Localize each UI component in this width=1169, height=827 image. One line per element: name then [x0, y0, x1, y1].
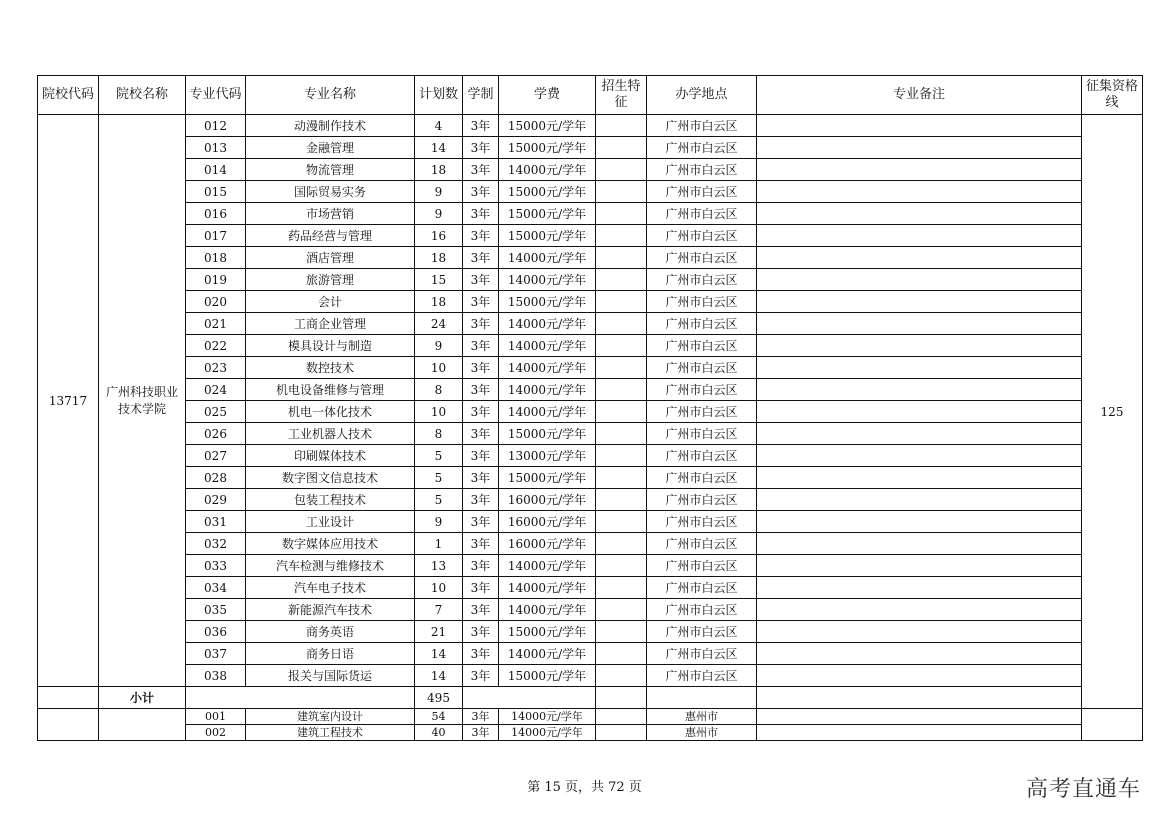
table-row [38, 269, 1143, 291]
location-cell: 广州市白云区 [647, 401, 757, 423]
major-name-cell: 金融管理 [246, 137, 415, 159]
table-row [38, 115, 1143, 137]
feature-cell [596, 709, 647, 725]
duration-cell: 3年 [463, 665, 499, 687]
feature-cell [596, 445, 647, 467]
subtotal-blank [647, 687, 757, 709]
remark-cell [757, 423, 1082, 445]
major-name-cell: 动漫制作技术 [246, 115, 415, 137]
fee-cell: 15000元/学年 [499, 181, 596, 203]
fee-cell: 16000元/学年 [499, 489, 596, 511]
fee-cell: 14000元/学年 [499, 159, 596, 181]
plan-cell: 18 [415, 247, 463, 269]
plan-cell: 14 [415, 137, 463, 159]
duration-cell: 3年 [463, 445, 499, 467]
feature-cell [596, 599, 647, 621]
duration-cell: 3年 [463, 357, 499, 379]
feature-cell [596, 489, 647, 511]
table-row [38, 533, 1143, 555]
major-code-cell: 036 [186, 621, 246, 643]
table-row [38, 291, 1143, 313]
remark-cell [757, 401, 1082, 423]
fee-cell: 15000元/学年 [499, 115, 596, 137]
major-code-cell: 015 [186, 181, 246, 203]
header-remark: 专业备注 [757, 76, 1082, 115]
table-row [38, 709, 1143, 725]
location-cell: 广州市白云区 [647, 643, 757, 665]
location-cell: 广州市白云区 [647, 269, 757, 291]
table-row [38, 599, 1143, 621]
location-cell: 广州市白云区 [647, 423, 757, 445]
fee-cell: 14000元/学年 [499, 379, 596, 401]
remark-cell [757, 709, 1082, 725]
location-cell: 广州市白云区 [647, 379, 757, 401]
fee-cell: 14000元/学年 [499, 247, 596, 269]
duration-cell: 3年 [463, 225, 499, 247]
plan-cell: 21 [415, 621, 463, 643]
school-name-cell: 广州科技职业技术学院 [99, 115, 186, 687]
table-row [38, 643, 1143, 665]
subtotal-blank [463, 687, 596, 709]
school-name-cell [99, 709, 186, 741]
major-code-cell: 013 [186, 137, 246, 159]
plan-cell: 1 [415, 533, 463, 555]
subtotal-blank [38, 687, 99, 709]
location-cell: 广州市白云区 [647, 203, 757, 225]
fee-cell: 14000元/学年 [499, 709, 596, 725]
fee-cell: 14000元/学年 [499, 577, 596, 599]
feature-cell [596, 511, 647, 533]
plan-cell: 54 [415, 709, 463, 725]
major-code-cell: 027 [186, 445, 246, 467]
fee-cell: 15000元/学年 [499, 291, 596, 313]
plan-cell: 7 [415, 599, 463, 621]
header-fee: 学费 [499, 76, 596, 115]
table-row [38, 181, 1143, 203]
duration-cell: 3年 [463, 511, 499, 533]
major-name-cell: 工商企业管理 [246, 313, 415, 335]
major-code-cell: 035 [186, 599, 246, 621]
watermark-logo: 高考直通车 [1025, 777, 1141, 802]
fee-cell: 15000元/学年 [499, 467, 596, 489]
duration-cell: 3年 [463, 203, 499, 225]
remark-cell [757, 665, 1082, 687]
major-name-cell: 国际贸易实务 [246, 181, 415, 203]
feature-cell [596, 137, 647, 159]
major-code-cell: 012 [186, 115, 246, 137]
major-name-cell: 新能源汽车技术 [246, 599, 415, 621]
major-name-cell: 数控技术 [246, 357, 415, 379]
table-row [38, 577, 1143, 599]
feature-cell [596, 203, 647, 225]
remark-cell [757, 335, 1082, 357]
header-duration: 学制 [463, 76, 499, 115]
major-name-cell: 建筑室内设计 [246, 709, 415, 725]
plan-cell: 9 [415, 511, 463, 533]
subtotal-blank [757, 687, 1082, 709]
major-name-cell: 商务英语 [246, 621, 415, 643]
remark-cell [757, 599, 1082, 621]
table-body [38, 115, 1143, 741]
location-cell: 广州市白云区 [647, 599, 757, 621]
major-name-cell: 机电设备维修与管理 [246, 379, 415, 401]
major-name-cell: 商务日语 [246, 643, 415, 665]
fee-cell: 15000元/学年 [499, 621, 596, 643]
table-row [38, 335, 1143, 357]
duration-cell: 3年 [463, 379, 499, 401]
fee-cell: 15000元/学年 [499, 665, 596, 687]
fee-cell: 13000元/学年 [499, 445, 596, 467]
major-code-cell: 032 [186, 533, 246, 555]
remark-cell [757, 643, 1082, 665]
plan-cell: 8 [415, 379, 463, 401]
feature-cell [596, 335, 647, 357]
major-name-cell: 汽车检测与维修技术 [246, 555, 415, 577]
remark-cell [757, 313, 1082, 335]
header-threshold: 征集资格线 [1082, 76, 1143, 115]
feature-cell [596, 181, 647, 203]
location-cell: 广州市白云区 [647, 247, 757, 269]
plan-cell: 9 [415, 181, 463, 203]
remark-cell [757, 577, 1082, 599]
location-cell: 广州市白云区 [647, 577, 757, 599]
major-code-cell: 001 [186, 709, 246, 725]
major-name-cell: 药品经营与管理 [246, 225, 415, 247]
plan-cell: 24 [415, 313, 463, 335]
fee-cell: 14000元/学年 [499, 599, 596, 621]
duration-cell: 3年 [463, 489, 499, 511]
location-cell: 广州市白云区 [647, 225, 757, 247]
duration-cell: 3年 [463, 291, 499, 313]
remark-cell [757, 291, 1082, 313]
remark-cell [757, 137, 1082, 159]
remark-cell [757, 445, 1082, 467]
major-code-cell: 034 [186, 577, 246, 599]
major-name-cell: 印刷媒体技术 [246, 445, 415, 467]
location-cell: 广州市白云区 [647, 137, 757, 159]
major-name-cell: 市场营销 [246, 203, 415, 225]
major-code-cell: 024 [186, 379, 246, 401]
table-row [38, 159, 1143, 181]
major-code-cell: 025 [186, 401, 246, 423]
feature-cell [596, 725, 647, 741]
remark-cell [757, 181, 1082, 203]
major-name-cell: 汽车电子技术 [246, 577, 415, 599]
feature-cell [596, 269, 647, 291]
duration-cell: 3年 [463, 599, 499, 621]
table-row [38, 445, 1143, 467]
location-cell: 广州市白云区 [647, 445, 757, 467]
major-code-cell: 019 [186, 269, 246, 291]
duration-cell: 3年 [463, 709, 499, 725]
location-cell: 广州市白云区 [647, 489, 757, 511]
feature-cell [596, 313, 647, 335]
fee-cell: 14000元/学年 [499, 555, 596, 577]
feature-cell [596, 159, 647, 181]
feature-cell [596, 291, 647, 313]
subtotal-label: 小计 [99, 687, 186, 709]
plan-cell: 4 [415, 115, 463, 137]
table-row [38, 665, 1143, 687]
table-row [38, 313, 1143, 335]
header-plan: 计划数 [415, 76, 463, 115]
major-code-cell: 033 [186, 555, 246, 577]
table-row [38, 247, 1143, 269]
location-cell: 广州市白云区 [647, 467, 757, 489]
table-row [38, 621, 1143, 643]
table-row [38, 555, 1143, 577]
major-name-cell: 旅游管理 [246, 269, 415, 291]
threshold-cell: 125 [1082, 115, 1143, 709]
fee-cell: 15000元/学年 [499, 225, 596, 247]
plan-cell: 16 [415, 225, 463, 247]
fee-cell: 14000元/学年 [499, 725, 596, 741]
duration-cell: 3年 [463, 247, 499, 269]
major-code-cell: 037 [186, 643, 246, 665]
remark-cell [757, 247, 1082, 269]
major-name-cell: 会计 [246, 291, 415, 313]
feature-cell [596, 247, 647, 269]
fee-cell: 14000元/学年 [499, 401, 596, 423]
location-cell: 广州市白云区 [647, 181, 757, 203]
plan-cell: 15 [415, 269, 463, 291]
duration-cell: 3年 [463, 269, 499, 291]
major-code-cell: 017 [186, 225, 246, 247]
location-cell: 广州市白云区 [647, 511, 757, 533]
header-location: 办学地点 [647, 76, 757, 115]
admission-table [37, 75, 1143, 741]
plan-cell: 40 [415, 725, 463, 741]
remark-cell [757, 533, 1082, 555]
fee-cell: 14000元/学年 [499, 643, 596, 665]
plan-cell: 14 [415, 643, 463, 665]
subtotal-blank [186, 687, 415, 709]
plan-cell: 5 [415, 489, 463, 511]
table-row [38, 137, 1143, 159]
feature-cell [596, 401, 647, 423]
header-row [38, 76, 1143, 115]
duration-cell: 3年 [463, 159, 499, 181]
page-number: 第 15 页，共 72 页 [527, 780, 642, 795]
duration-cell: 3年 [463, 115, 499, 137]
fee-cell: 14000元/学年 [499, 335, 596, 357]
duration-cell: 3年 [463, 643, 499, 665]
feature-cell [596, 357, 647, 379]
feature-cell [596, 555, 647, 577]
duration-cell: 3年 [463, 401, 499, 423]
major-name-cell: 建筑工程技术 [246, 725, 415, 741]
major-code-cell: 028 [186, 467, 246, 489]
remark-cell [757, 725, 1082, 741]
major-code-cell: 014 [186, 159, 246, 181]
duration-cell: 3年 [463, 555, 499, 577]
major-name-cell: 工业设计 [246, 511, 415, 533]
table-row [38, 423, 1143, 445]
fee-cell: 14000元/学年 [499, 269, 596, 291]
remark-cell [757, 115, 1082, 137]
major-code-cell: 021 [186, 313, 246, 335]
table-row [38, 203, 1143, 225]
remark-cell [757, 379, 1082, 401]
feature-cell [596, 225, 647, 247]
threshold-cell [1082, 709, 1143, 741]
plan-cell: 5 [415, 445, 463, 467]
location-cell: 广州市白云区 [647, 621, 757, 643]
fee-cell: 14000元/学年 [499, 357, 596, 379]
location-cell: 广州市白云区 [647, 335, 757, 357]
duration-cell: 3年 [463, 313, 499, 335]
major-code-cell: 016 [186, 203, 246, 225]
major-code-cell: 029 [186, 489, 246, 511]
school-code-cell: 13717 [38, 115, 99, 687]
major-name-cell: 模具设计与制造 [246, 335, 415, 357]
major-code-cell: 038 [186, 665, 246, 687]
major-name-cell: 数字媒体应用技术 [246, 533, 415, 555]
table-row [38, 379, 1143, 401]
feature-cell [596, 115, 647, 137]
table-row [38, 357, 1143, 379]
plan-cell: 8 [415, 423, 463, 445]
school-code-cell [38, 709, 99, 741]
feature-cell [596, 533, 647, 555]
feature-cell [596, 643, 647, 665]
subtotal-blank [596, 687, 647, 709]
subtotal-row [38, 687, 1143, 709]
feature-cell [596, 423, 647, 445]
plan-cell: 5 [415, 467, 463, 489]
duration-cell: 3年 [463, 467, 499, 489]
major-name-cell: 数字图文信息技术 [246, 467, 415, 489]
fee-cell: 16000元/学年 [499, 533, 596, 555]
location-cell: 广州市白云区 [647, 665, 757, 687]
remark-cell [757, 357, 1082, 379]
plan-cell: 18 [415, 159, 463, 181]
feature-cell [596, 621, 647, 643]
header-major-code: 专业代码 [186, 76, 246, 115]
plan-cell: 10 [415, 577, 463, 599]
feature-cell [596, 577, 647, 599]
location-cell: 广州市白云区 [647, 115, 757, 137]
plan-cell: 9 [415, 203, 463, 225]
plan-cell: 10 [415, 401, 463, 423]
header-major-name: 专业名称 [246, 76, 415, 115]
remark-cell [757, 269, 1082, 291]
major-code-cell: 022 [186, 335, 246, 357]
remark-cell [757, 225, 1082, 247]
fee-cell: 14000元/学年 [499, 313, 596, 335]
remark-cell [757, 621, 1082, 643]
location-cell: 惠州市 [647, 725, 757, 741]
major-code-cell: 026 [186, 423, 246, 445]
table-row [38, 725, 1143, 741]
duration-cell: 3年 [463, 137, 499, 159]
table-row [38, 511, 1143, 533]
location-cell: 惠州市 [647, 709, 757, 725]
header-school-name: 院校名称 [99, 76, 186, 115]
major-code-cell: 031 [186, 511, 246, 533]
remark-cell [757, 555, 1082, 577]
table-row [38, 401, 1143, 423]
location-cell: 广州市白云区 [647, 313, 757, 335]
plan-cell: 9 [415, 335, 463, 357]
fee-cell: 16000元/学年 [499, 511, 596, 533]
location-cell: 广州市白云区 [647, 533, 757, 555]
major-code-cell: 018 [186, 247, 246, 269]
header-feature: 招生特征 [596, 76, 647, 115]
location-cell: 广州市白云区 [647, 357, 757, 379]
duration-cell: 3年 [463, 423, 499, 445]
major-code-cell: 020 [186, 291, 246, 313]
plan-cell: 10 [415, 357, 463, 379]
subtotal-plan: 495 [415, 687, 463, 709]
feature-cell [596, 665, 647, 687]
major-code-cell: 002 [186, 725, 246, 741]
plan-cell: 14 [415, 665, 463, 687]
major-name-cell: 酒店管理 [246, 247, 415, 269]
fee-cell: 15000元/学年 [499, 137, 596, 159]
remark-cell [757, 203, 1082, 225]
fee-cell: 15000元/学年 [499, 423, 596, 445]
header-school-code: 院校代码 [38, 76, 99, 115]
remark-cell [757, 467, 1082, 489]
location-cell: 广州市白云区 [647, 555, 757, 577]
remark-cell [757, 489, 1082, 511]
remark-cell [757, 159, 1082, 181]
feature-cell [596, 379, 647, 401]
remark-cell [757, 511, 1082, 533]
duration-cell: 3年 [463, 621, 499, 643]
table-row [38, 225, 1143, 247]
major-name-cell: 机电一体化技术 [246, 401, 415, 423]
feature-cell [596, 467, 647, 489]
duration-cell: 3年 [463, 533, 499, 555]
major-name-cell: 工业机器人技术 [246, 423, 415, 445]
major-name-cell: 包装工程技术 [246, 489, 415, 511]
plan-cell: 18 [415, 291, 463, 313]
major-name-cell: 物流管理 [246, 159, 415, 181]
duration-cell: 3年 [463, 181, 499, 203]
location-cell: 广州市白云区 [647, 291, 757, 313]
table-row [38, 489, 1143, 511]
location-cell: 广州市白云区 [647, 159, 757, 181]
fee-cell: 15000元/学年 [499, 203, 596, 225]
major-code-cell: 023 [186, 357, 246, 379]
plan-cell: 13 [415, 555, 463, 577]
duration-cell: 3年 [463, 725, 499, 741]
duration-cell: 3年 [463, 335, 499, 357]
duration-cell: 3年 [463, 577, 499, 599]
major-name-cell: 报关与国际货运 [246, 665, 415, 687]
table-row [38, 467, 1143, 489]
